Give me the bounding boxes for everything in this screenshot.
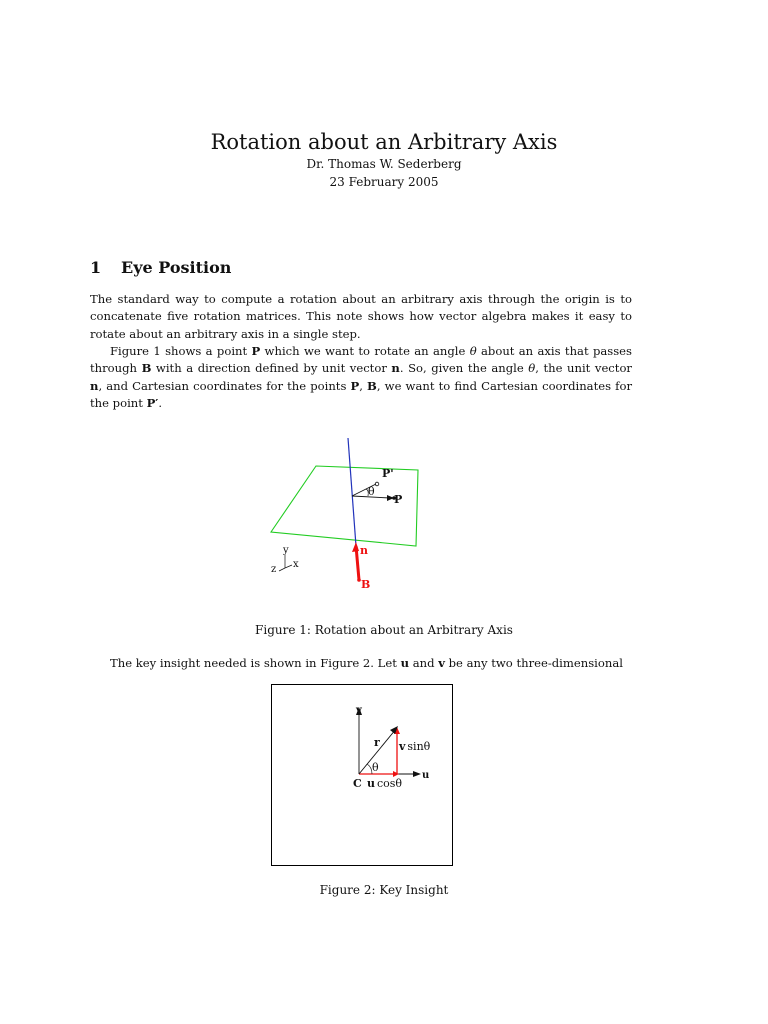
label-p: P	[394, 493, 403, 506]
paragraph-3: The key insight needed is shown in Figure 2. Let u and v be any two three-dimensional	[110, 656, 623, 670]
label-n: n	[360, 544, 368, 557]
label-p-prime: P'	[382, 467, 394, 480]
document-date: 23 February 2005	[329, 175, 439, 189]
u-arrowhead	[413, 771, 421, 777]
document-title: Rotation about an Arbitrary Axis	[210, 130, 558, 154]
label-r: r	[374, 736, 380, 749]
rotation-plane	[271, 466, 418, 546]
rotation-axis	[348, 438, 356, 546]
label-v: v	[356, 705, 362, 716]
coordinate-axes-glyph	[271, 545, 299, 575]
label-u-cos-theta: u cosθ	[367, 777, 403, 790]
label-c: C	[353, 777, 362, 790]
paragraph-1: The standard way to compute a rotation about an arbitrary axis through the origin is to concatenate five rotation matrices. This note shows how vector algebra makes it easy to rotate about an arbitrary axis in a single step.	[90, 292, 632, 341]
label-u: u	[422, 770, 430, 781]
axis-label-z: z	[271, 564, 277, 575]
axis-label-y: y	[283, 545, 289, 556]
figure-2-diagram	[271, 684, 453, 866]
section-title: Eye Position	[121, 258, 232, 277]
section-number: 1	[90, 258, 102, 277]
figure-2-caption: Figure 2: Key Insight	[319, 883, 449, 897]
axis-label-x: x	[293, 559, 299, 570]
label-theta: θ	[368, 485, 375, 498]
figure-1-diagram	[260, 432, 440, 597]
figure-1-caption: Figure 1: Rotation about an Arbitrary Axis	[255, 623, 513, 637]
label-v-sin-theta: v sinθ	[399, 740, 431, 753]
section-heading	[90, 258, 231, 277]
author-name: Dr. Thomas W. Sederberg	[306, 157, 462, 171]
paragraph-2: Figure 1 shows a point P which we want to rotate an angle θ about an axis that passes through B with a direction defined by unit vector n. So, given the angle θ, the unit vector n, and Cartesian coordinates for the points P, B, we want to find Cartesian coordinates for the point P′.	[90, 344, 632, 410]
label-b: B	[361, 578, 371, 591]
label-theta-fig2: θ	[372, 761, 379, 774]
normal-arrowhead	[352, 542, 359, 552]
